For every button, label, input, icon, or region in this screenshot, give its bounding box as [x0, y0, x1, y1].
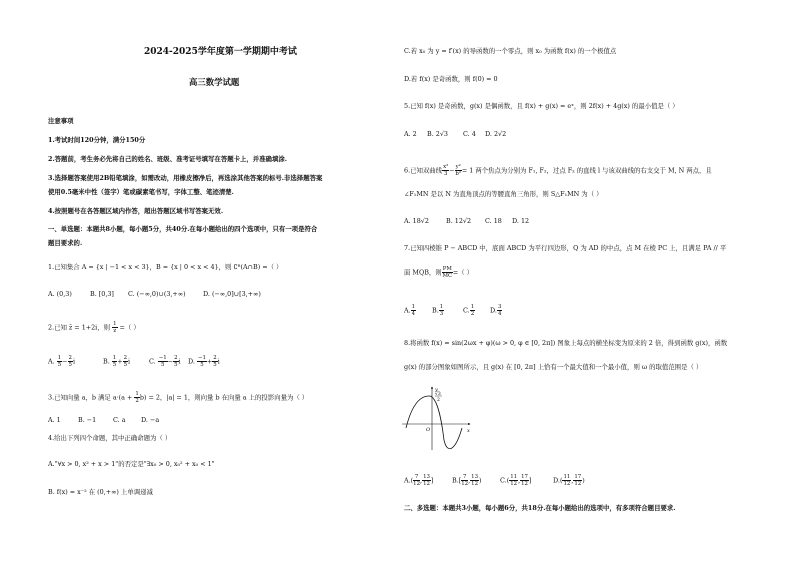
q1-option-b[interactable]: B. [0,3] — [90, 290, 114, 298]
section2-heading: 二、多选题：本题共3小题，每小题6分，共18分.在每小题给出的选项中，有多项符合题目要求. — [404, 504, 676, 512]
q5-option-c[interactable]: C. 4 — [463, 130, 476, 138]
sine-curve — [406, 396, 462, 449]
q2-option-d[interactable]: D. $\frac{-1}{5}$ + $\frac{2}{5}$ i — [188, 355, 220, 368]
q8-stem-cont: g(x) 的部分图象如图所示，且 g(x) 在 [0, 2π] 上恰有一个最大值和一个最小值，则 ω 的取值范围是（ ） — [404, 363, 703, 371]
q2-fraction: $\frac{1}{z}$ — [113, 321, 117, 334]
q2-option-a[interactable]: A. $\frac{1}{5}$ − $\frac{2}{5}$ i — [48, 355, 75, 368]
q6-stem-cont: ∠F₁MN 是以 N 为直角顶点的等腰直角三角形，则 S△F₁MN 为（ ） — [404, 190, 603, 198]
q7-option-c[interactable]: C. $\frac{1}{2}$ — [463, 304, 475, 317]
q7-option-d[interactable]: D. $\frac{3}{4}$ — [490, 304, 502, 317]
q8-option-a[interactable]: A.( $\frac{7}{12}$ , $\frac{13}{12}$ ] — [404, 474, 434, 487]
origin-label: O — [426, 427, 431, 433]
q4-option-a[interactable]: A."∀x > 0, x² + x > 1"的否定是"∃x₀ > 0, x₀² + x₀ < 1" — [48, 460, 215, 468]
q7-option-b[interactable]: B. $\frac{1}{3}$ — [432, 304, 444, 317]
q5-option-d[interactable]: D. 2√2 — [485, 130, 507, 138]
q7-stem: 7.已知四棱锥 P − ABCD 中，底面 ABCD 为平行四边形，Q 为 AD 的中点，点 M 在棱 PC 上，且满足 PA // 平 — [404, 244, 727, 252]
notice-item-4: 4.按照题号在各答题区域内作答，超出答题区域书写答案无效. — [48, 207, 224, 215]
peak-value-num: √3 — [435, 392, 441, 397]
q6-option-d[interactable]: D. 12 — [512, 217, 530, 225]
q8-function-graph — [400, 384, 474, 454]
q2-option-c[interactable]: C. $\frac{-1}{5}$ − $\frac{2}{5}$ i — [149, 355, 181, 368]
q3-stem: 3.已知向量 a，b 满足 a·(a + $\frac{1}{2}$ b) = 2，|a| = 1，则向量 b 在向量 a 上的投影向量为（ ） — [48, 391, 309, 404]
q8-stem: 8.将函数 f(x) = sin(2ωx + φ)(ω > 0, φ ∈ [0, 2π]) 图象上每点的横坐标变为原来的 2 倍，得到函数 g(x)，函数 — [404, 339, 728, 347]
q8-option-d[interactable]: D.( $\frac{11}{12}$ , $\frac{17}{12}$ ) — [553, 474, 585, 487]
notice-item-1: 1.考试时间120分钟，满分150分 — [48, 136, 146, 144]
q6-option-a[interactable]: A. 18√2 — [404, 217, 429, 225]
q1-stem: 1.已知集合 A = {x | −1 < x < 3}，B = {x | 0 < x < 4}，则 ∁ᴿ(A∩B) =（ ） — [48, 263, 283, 271]
section1-heading-cont: 题目要求的. — [48, 239, 83, 247]
exam-subtitle: 高三数学试题 — [189, 77, 240, 87]
q3-option-d[interactable]: D. −a — [141, 416, 160, 424]
notice-heading: 注意事项 — [48, 117, 74, 125]
exam-title: 2024-2025学年度第一学期期中考试 — [144, 47, 297, 57]
peak-value-den: 2 — [437, 398, 440, 403]
q6-option-c[interactable]: C. 18 — [485, 217, 502, 225]
section1-heading: 一、单选题：本题共8小题，每小题5分，共40分.在每小题给出的四个选项中，只有一项是符合 — [48, 225, 318, 233]
q4-option-c[interactable]: C.若 x₀ 为 y = f′(x) 的导函数的一个零点，则 x₀ 为函数 f(x) 的一个极值点 — [404, 47, 617, 55]
y-axis-label: y — [435, 387, 438, 393]
q3-option-a[interactable]: A. 1 — [48, 416, 61, 424]
notice-item-3-cont: 使用0.5毫米中性（签字）笔或碳素笔书写，字体工整、笔迹清楚. — [48, 188, 234, 196]
x-axis-label: x — [467, 428, 470, 434]
q8-option-b[interactable]: B.[ $\frac{7}{12}$ , $\frac{13}{12}$ ) — [452, 474, 482, 487]
q6-stem: 6.已知双曲线 $\frac{\text{x²}}{3}$ − $\frac{\text{y²}}{\text{b²}}$ = 1 两个焦点为分别为 F₁, F₂，过点 F₂ 的直线 l 与该双曲线的右支交于 M, N 两点，且 — [404, 164, 712, 177]
q2-stem: 2.已知 z̄ = 1+2i，则 $\frac{1}{z}$ =（ ） — [48, 321, 140, 334]
q6-option-b[interactable]: B. 12√2 — [446, 217, 472, 225]
q1-option-a[interactable]: A. (0,3) — [48, 290, 72, 298]
q7-option-a[interactable]: A. $\frac{1}{4}$ — [404, 304, 416, 317]
q5-option-b[interactable]: B. 2√3 — [427, 130, 448, 138]
notice-item-3: 3.选择题答案使用2B铅笔填涂，如需改动，用橡皮擦净后，再选涂其他答案的标号.非选择题答案 — [48, 174, 323, 182]
q1-option-c[interactable]: C. (−∞,0)∪(3,+∞) — [128, 290, 186, 298]
q7-stem-cont: 面 MQB，则 $\frac{PM}{MC}$ =（ ） — [404, 266, 474, 279]
q1-option-d[interactable]: D. (−∞,0]∪[3,+∞) — [203, 290, 261, 298]
q5-option-a[interactable]: A. 2 — [404, 130, 417, 138]
notice-item-2: 2.答题前，考生务必先将自己的姓名、班级、准考证号填写在答题卡上，并准确填涂. — [48, 155, 287, 163]
q8-option-c[interactable]: C.( $\frac{11}{12}$ , $\frac{17}{12}$ ] — [500, 474, 532, 487]
q3-option-c[interactable]: C. a — [113, 416, 126, 424]
q2-option-b[interactable]: B. $\frac{1}{5}$ + $\frac{2}{5}$ i — [103, 355, 131, 368]
q4-option-b[interactable]: B. f(x) = x⁻² 在 (0,+∞) 上单调递减 — [48, 488, 153, 496]
q3-option-b[interactable]: B. −1 — [78, 416, 97, 424]
q4-option-d[interactable]: D.若 f(x) 是奇函数，则 f(0) = 0 — [404, 75, 498, 83]
q4-stem: 4.给出下列四个命题，其中正确命题为（ ） — [48, 434, 172, 442]
q5-stem: 5.已知 f(x) 是奇函数，g(x) 是偶函数，且 f(x) + g(x) = eˣ，则 2f(x) + 4g(x) 的最小值是（ ） — [404, 102, 679, 110]
